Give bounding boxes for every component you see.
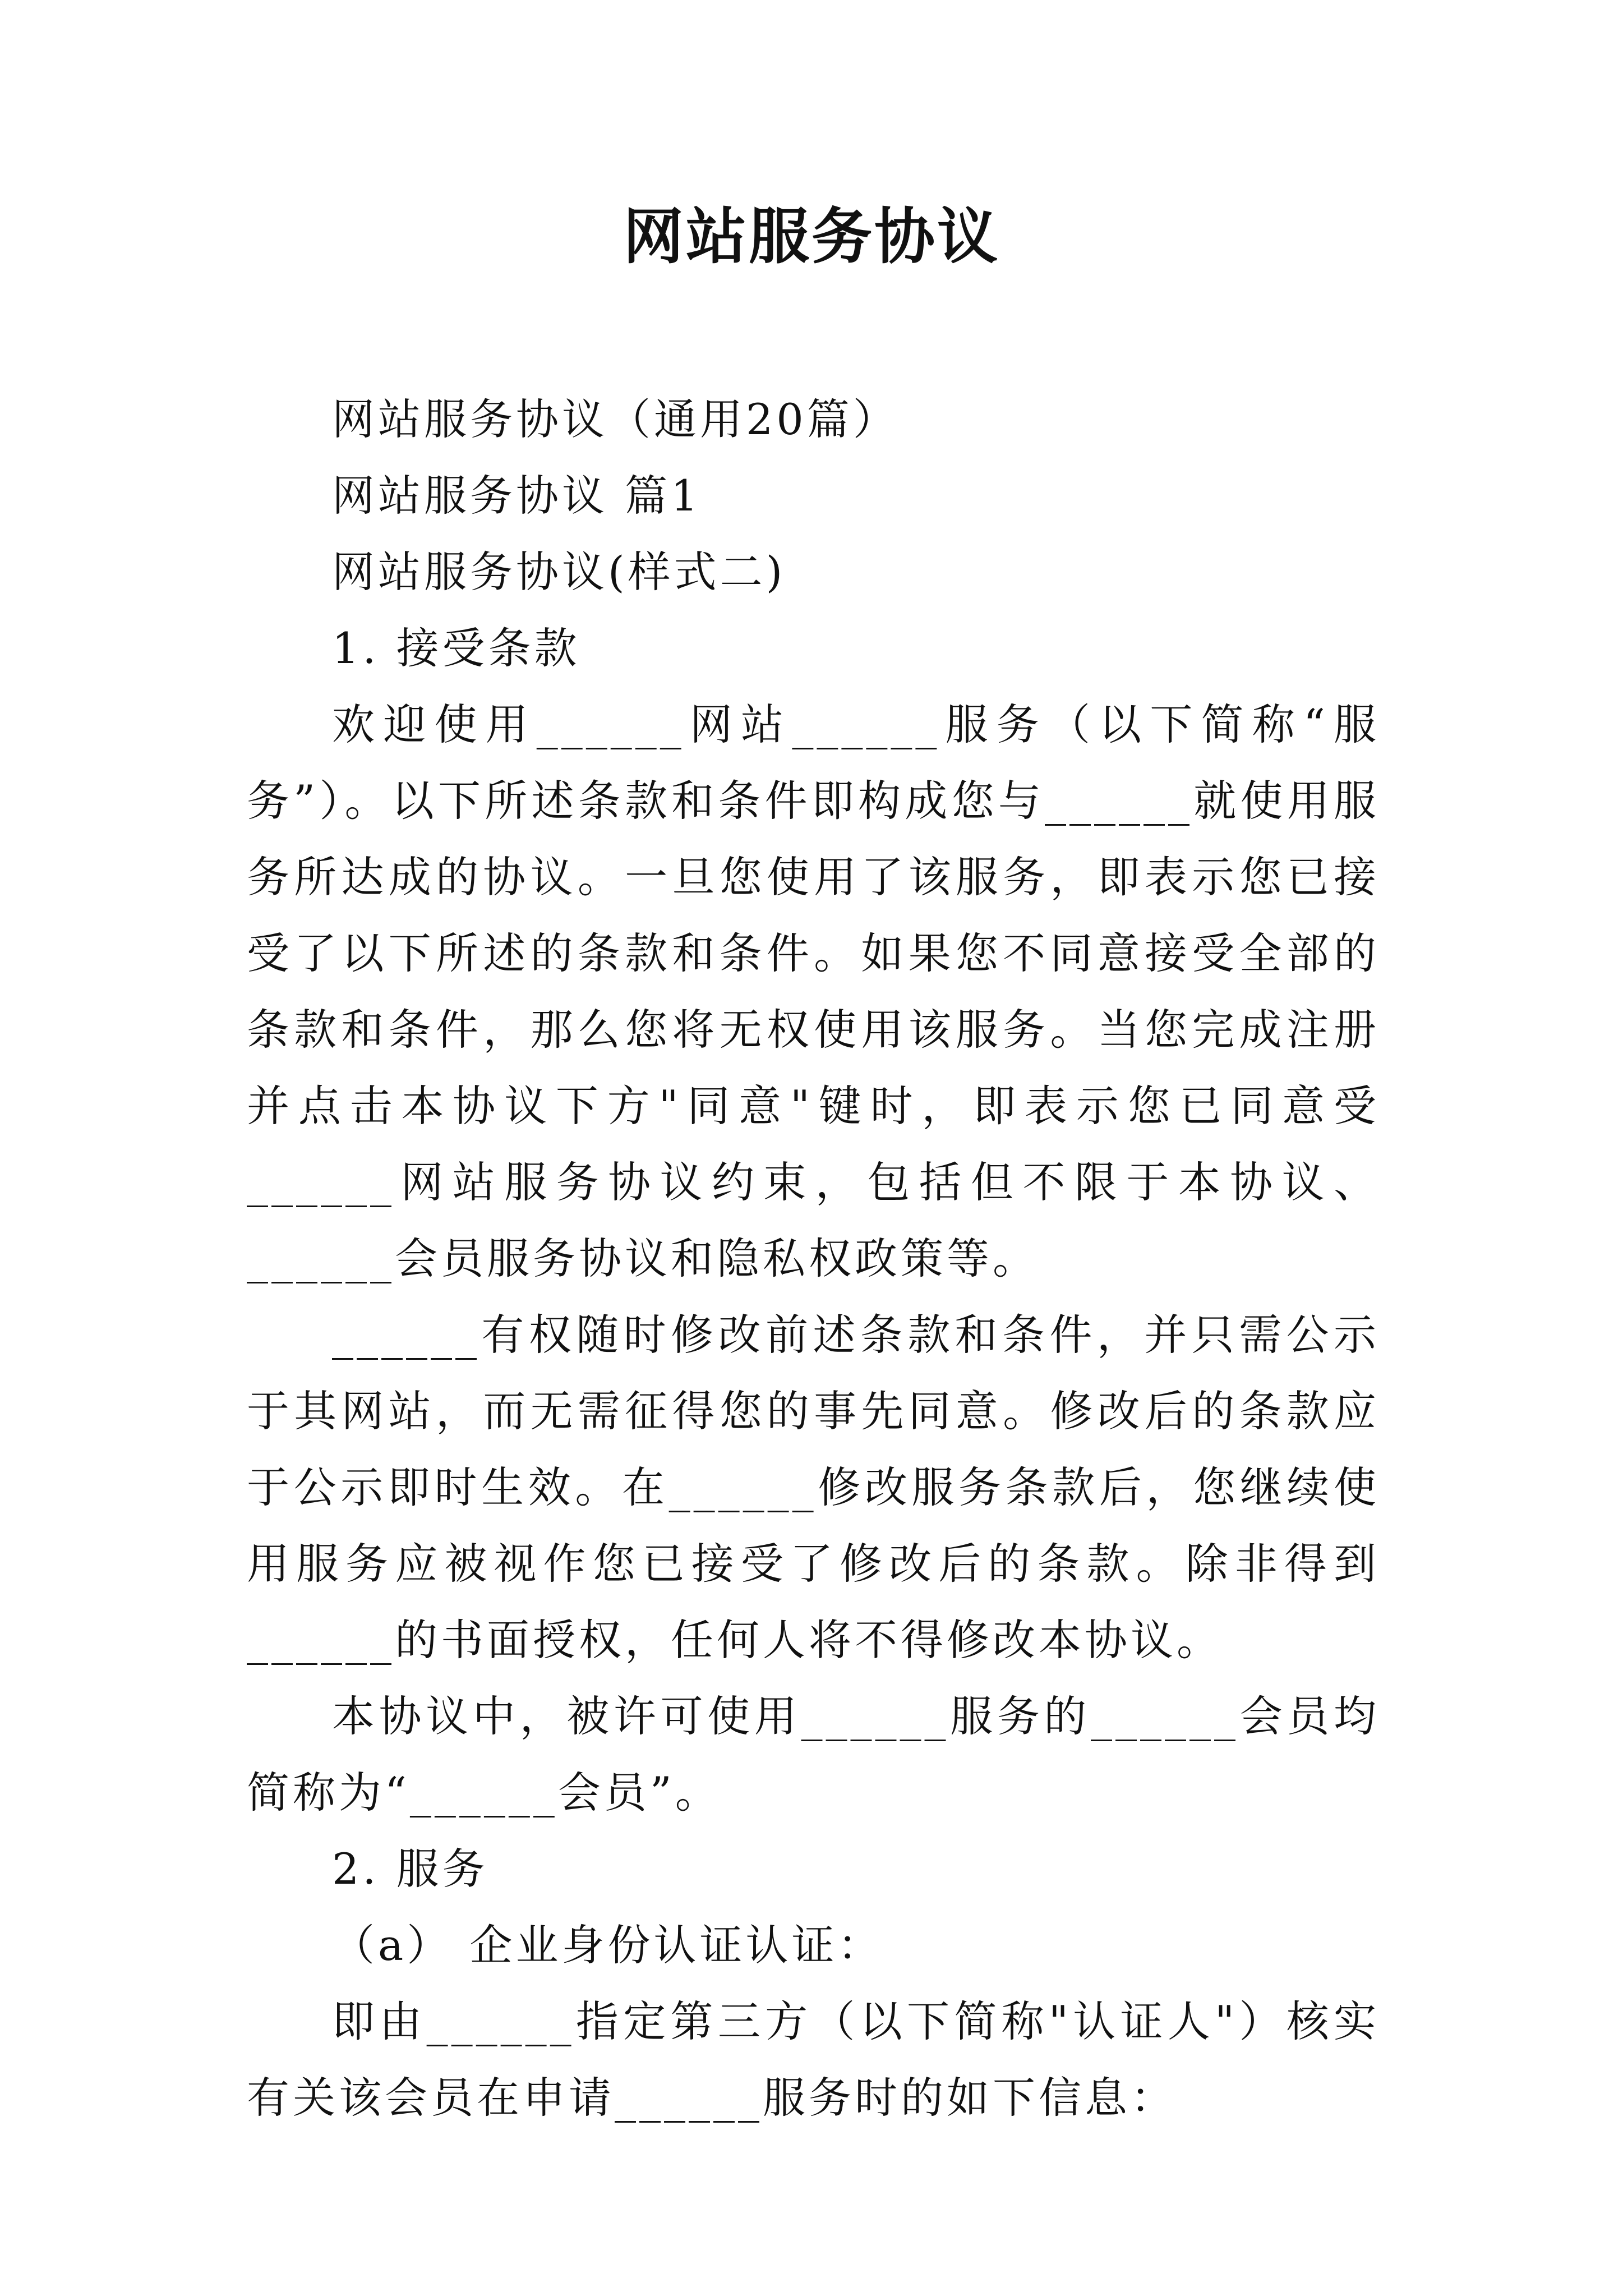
section-heading-services: 2. 服务: [332, 1844, 488, 1894]
document-title: 网站服务协议: [623, 201, 1000, 272]
paragraph-style-heading: 网站服务协议(样式二): [332, 547, 786, 597]
paragraph-verification-detail: 即由______指定第三方（以下简称"认证人"）核实有关该会员在申请______服务时的如下信息：: [247, 1996, 1380, 2123]
paragraph-modification-rights: ______有权随时修改前述条款和条件，并只需公示于其网站，而无需征得您的事先同意。修改后的条款应于公示即时生效。在______修改服务条款后，您继续使用服务应被视作您已接受了修改后的条款。除非得到______的书面授权，任何人将不得修改本协议。: [247, 1310, 1380, 1665]
list-item-identity-verification: （a） 企业身份认证认证：: [332, 1920, 884, 1970]
section-heading-accept-terms: 1. 接受条款: [332, 623, 580, 673]
paragraph-welcome: 欢迎使用______网站______服务（以下简称“服务”）。以下所述条款和条件即构成您与______就使用服务所达成的协议。一旦您使用了该服务，即表示您已接受了以下所述的条款和条件。如果您不同意接受全部的条款和条件，那么您将无权使用该服务。当您完成注册并点击本协议下方"同意"键时，即表示您已同意受______网站服务协议约束，包括但不限于本协议、______会员服务协议和隐私权政策等。: [247, 700, 1380, 1283]
paragraph-chapter-heading: 网站服务协议 篇1: [332, 471, 702, 521]
paragraph-subtitle: 网站服务协议（通用20篇）: [332, 394, 899, 444]
document-body: [247, 381, 1380, 2136]
paragraph-member-definition: 本协议中，被许可使用______服务的______会员均简称为“______会员”。: [247, 1691, 1380, 1818]
